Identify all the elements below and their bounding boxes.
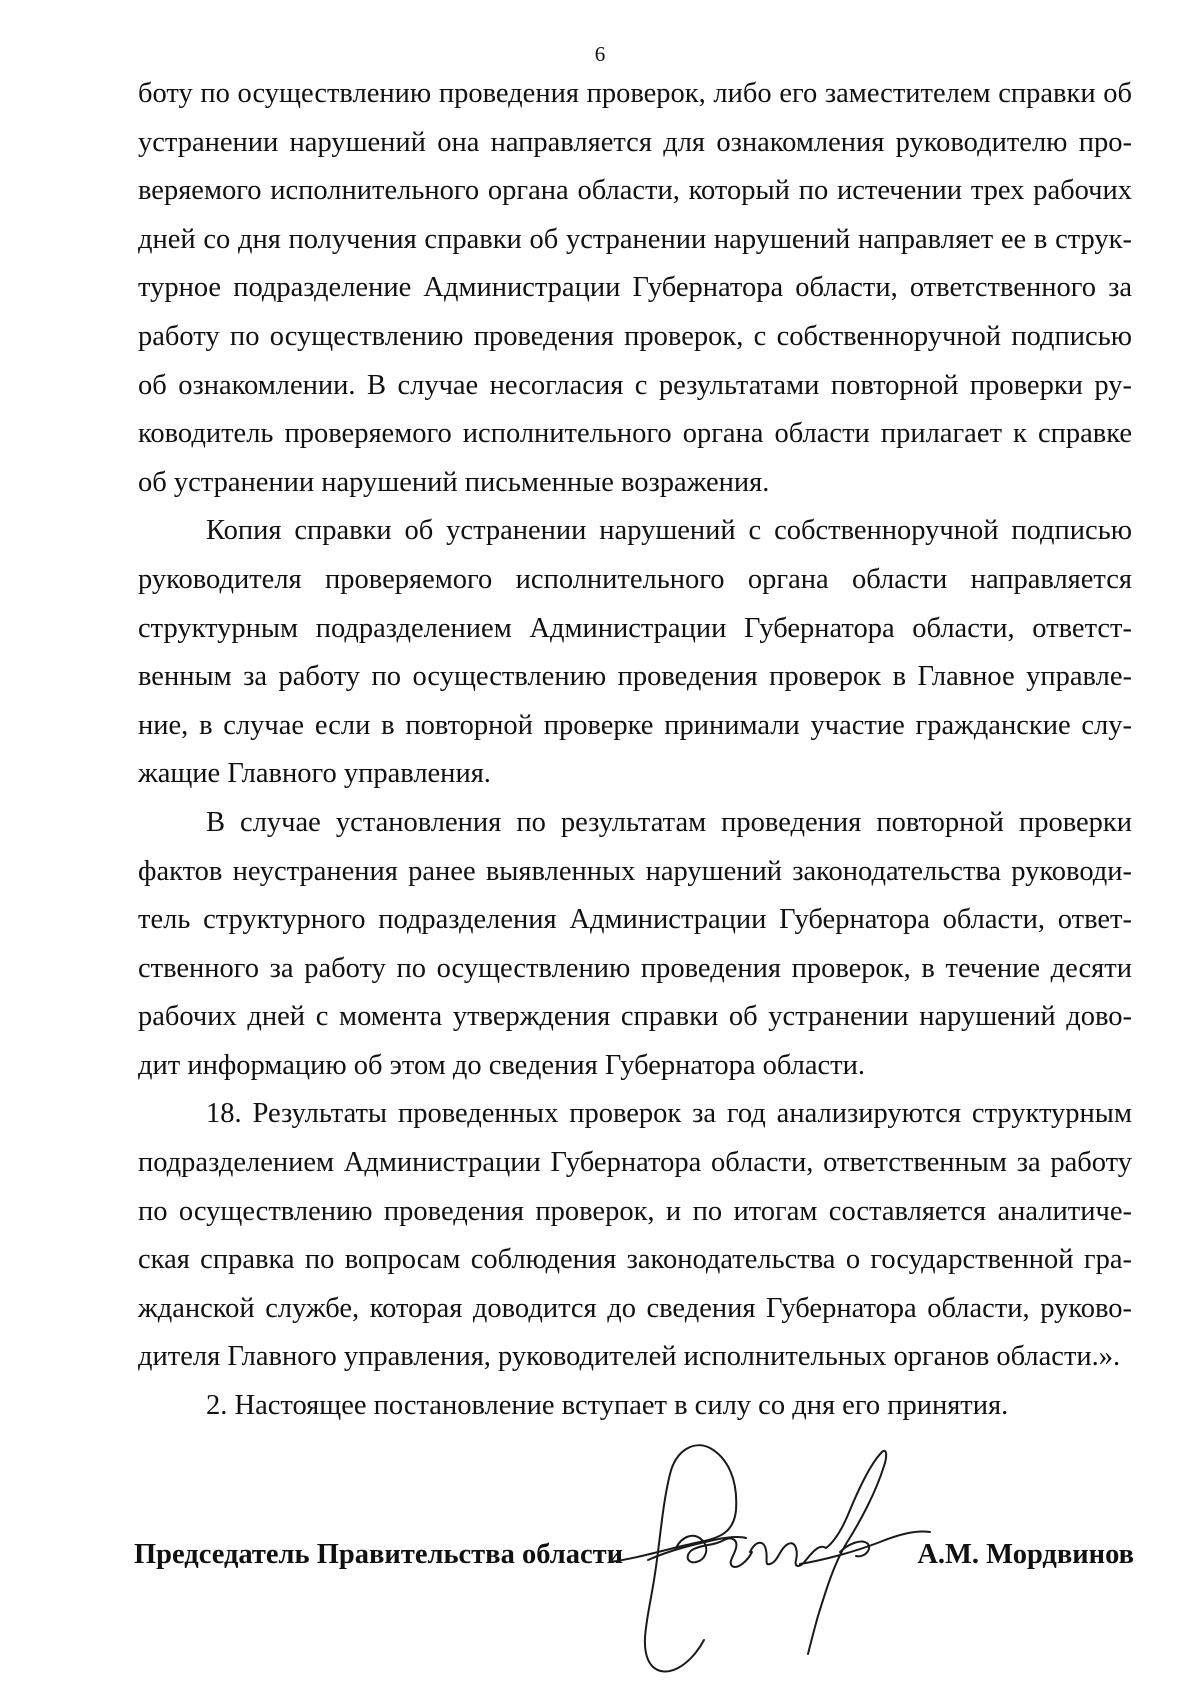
paragraph-3: В случае установления по результатам проведения повторной проверки фактов неустранения ранее выявленных нарушений законодательства руководитель структурного подразделения Администрации Губернатора области, ответственного за работу по осуществлению проведения проверок, в течение десяти рабочих дней с момента утверждения справки об устранении нарушений доводит информацию об этом до сведения Губернатора области. — [138, 806, 1132, 1081]
signatory-name: А.М. Мордвинов — [917, 1539, 1134, 1570]
paragraph-5: 2. Настоящее постановление вступает в силу со дня его принятия. — [206, 1390, 1009, 1422]
handwritten-signature — [610, 1440, 940, 1680]
document-body — [138, 70, 1132, 1431]
paragraph-1: боту по осуществлению проведения проверок, либо его заместителем справки об устранении нарушений она направляется для ознакомления руководителю проверяемого исполнительного органа области, который по истечении трех рабочих дней со дня получения справки об устранении нарушений направляет ее в структурное подразделение Администрации Губернатора области, ответственного за работу по осуществлению проведения проверок, с собственноручной подписью об ознакомлении. В случае несогласия с результатами повторной проверки руководитель проверяемого исполнительного органа области прилагает к справке об устранении нарушений письменные возражения. — [138, 78, 1132, 498]
paragraph-4: 18. Результаты проведенных проверок за год анализируются структурным подразделением Администрации Губернатора области, ответственным за работу по осуществлению проведения проверок, и по итогам составляется аналитическая справка по вопросам соблюдения законодательства о государственной гражданской службе, которая доводится до сведения Губернатора области, руководителя Главного управления, руководителей исполнительных органов области.». — [138, 1098, 1132, 1373]
signatory-title: Председатель Правительства области — [134, 1539, 624, 1570]
paragraph-2: Копия справки об устранении нарушений с собственноручной подписью руководителя проверяемого исполнительного органа области направляется структурным подразделением Администрации Губернатора области, ответственным за работу по осуществлению проведения проверок в Главное управление, в случае если в повторной проверке принимали участие гражданские служащие Главного управления. — [138, 515, 1132, 790]
page-number: 6 — [594, 42, 606, 66]
